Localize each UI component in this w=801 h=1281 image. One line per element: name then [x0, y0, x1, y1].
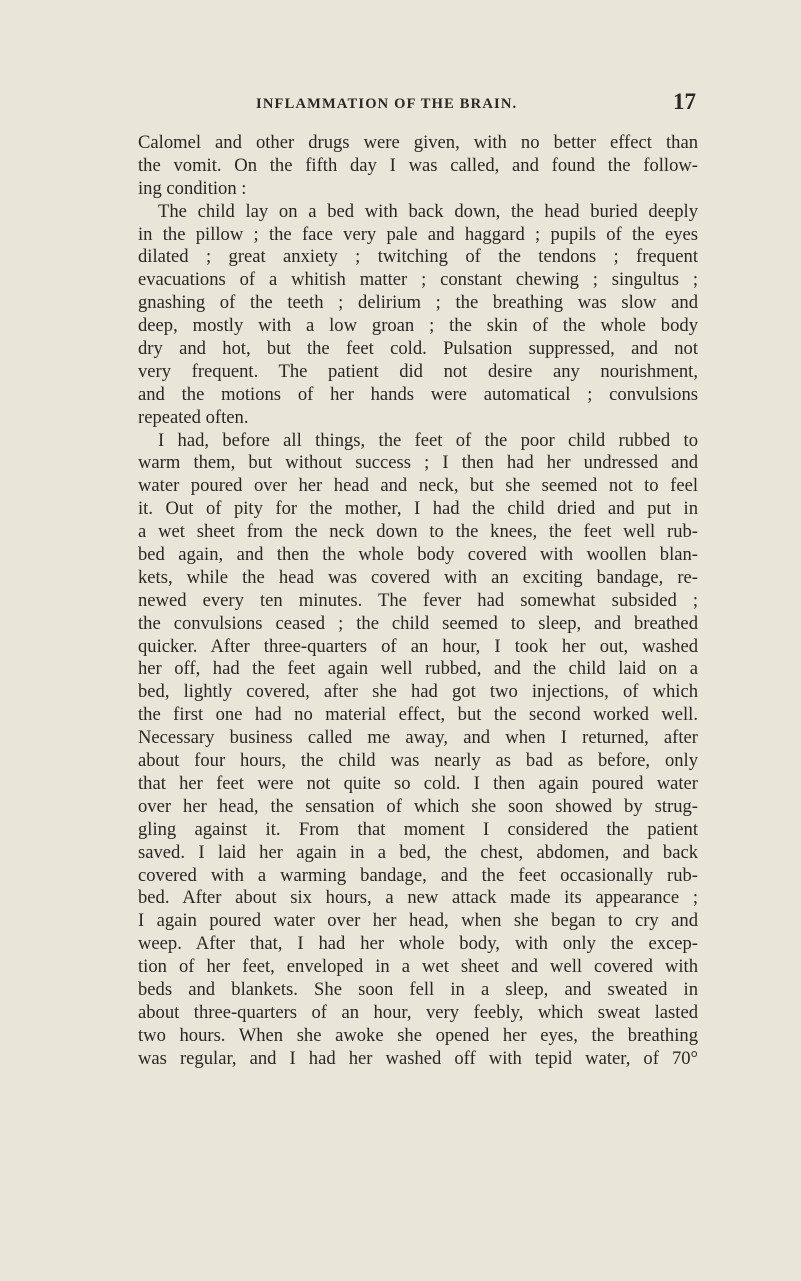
- text-line: very frequent. The patient did not desire any nourishment,: [138, 360, 698, 382]
- text-line: Necessary business called me away, and when I returned, after: [138, 727, 698, 749]
- text-line: water poured over her head and neck, but she seemed not to feel: [138, 475, 698, 497]
- text-line: in the pillow ; the face very pale and haggard ; pupils of the eyes: [138, 223, 698, 245]
- text-line: about four hours, the child was nearly as bad as before, only: [138, 750, 698, 772]
- text-line: bed, lightly covered, after she had got two injections, of which: [138, 681, 698, 703]
- text-line: bed. After about six hours, a new attack made its appearance ;: [138, 887, 698, 909]
- text-line: quicker. After three-quarters of an hour, I took her out, washed: [138, 635, 698, 657]
- text-line: dilated ; great anxiety ; twitching of the tendons ; frequent: [138, 246, 698, 268]
- text-line: newed every ten minutes. The fever had somewhat subsided ;: [138, 589, 698, 611]
- text-line: a wet sheet from the neck down to the knees, the feet well rub-: [138, 521, 698, 543]
- text-line: the first one had no material effect, but the second worked well.: [138, 704, 698, 726]
- text-line: kets, while the head was covered with an exciting bandage, re-: [138, 566, 698, 588]
- page-header: [138, 89, 698, 122]
- body-text: [138, 132, 698, 1071]
- text-line: deep, mostly with a low groan ; the skin of the whole body: [138, 315, 698, 337]
- text-line: bed again, and then the whole body covered with woollen blan-: [138, 544, 698, 566]
- text-line: repeated often.: [138, 406, 249, 428]
- text-line: The child lay on a bed with back down, the head buried deeply: [158, 200, 698, 222]
- text-line: beds and blankets. She soon fell in a sleep, and sweated in: [138, 978, 698, 1000]
- text-line: I had, before all things, the feet of the poor child rubbed to: [158, 429, 698, 451]
- text-line: weep. After that, I had her whole body, with only the excep-: [138, 933, 698, 955]
- running-title: INFLAMMATION OF THE BRAIN.: [256, 96, 518, 112]
- text-line: Calomel and other drugs were given, with no better effect than: [138, 132, 698, 153]
- text-line: I again poured water over her head, when she began to cry and: [138, 910, 698, 932]
- text-line: over her head, the sensation of which she soon showed by strug-: [138, 795, 698, 817]
- text-line: that her feet were not quite so cold. I then again poured water: [138, 772, 698, 794]
- text-line: tion of her feet, enveloped in a wet sheet and well covered with: [138, 956, 698, 978]
- text-line: the vomit. On the fifth day I was called, and found the follow-: [138, 154, 698, 176]
- text-line: dry and hot, but the feet cold. Pulsation suppressed, and not: [138, 338, 698, 360]
- text-line: the convulsions ceased ; the child seemed to sleep, and breathed: [138, 612, 698, 634]
- page-number: 17: [673, 89, 696, 114]
- text-line: ing condition :: [138, 177, 247, 199]
- text-line: her off, had the feet again well rubbed, and the child laid on a: [138, 658, 698, 680]
- text-line: evacuations of a whitish matter ; constant chewing ; singultus ;: [138, 269, 698, 291]
- text-line: two hours. When she awoke she opened her eyes, the breathing: [138, 1024, 698, 1046]
- text-line: gnashing of the teeth ; delirium ; the breathing was slow and: [138, 292, 698, 314]
- text-line: it. Out of pity for the mother, I had the child dried and put in: [138, 498, 698, 520]
- text-line: warm them, but without success ; I then had her undressed and: [138, 452, 698, 474]
- text-line: gling against it. From that moment I considered the patient: [138, 818, 698, 840]
- text-line: about three-quarters of an hour, very feebly, which sweat lasted: [138, 1001, 698, 1023]
- text-line: was regular, and I had her washed off with tepid water, of 70°: [138, 1047, 698, 1069]
- text-line: and the motions of her hands were automatical ; convulsions: [138, 383, 698, 405]
- text-line: covered with a warming bandage, and the feet occasionally rub-: [138, 864, 698, 886]
- text-line: saved. I laid her again in a bed, the chest, abdomen, and back: [138, 841, 698, 863]
